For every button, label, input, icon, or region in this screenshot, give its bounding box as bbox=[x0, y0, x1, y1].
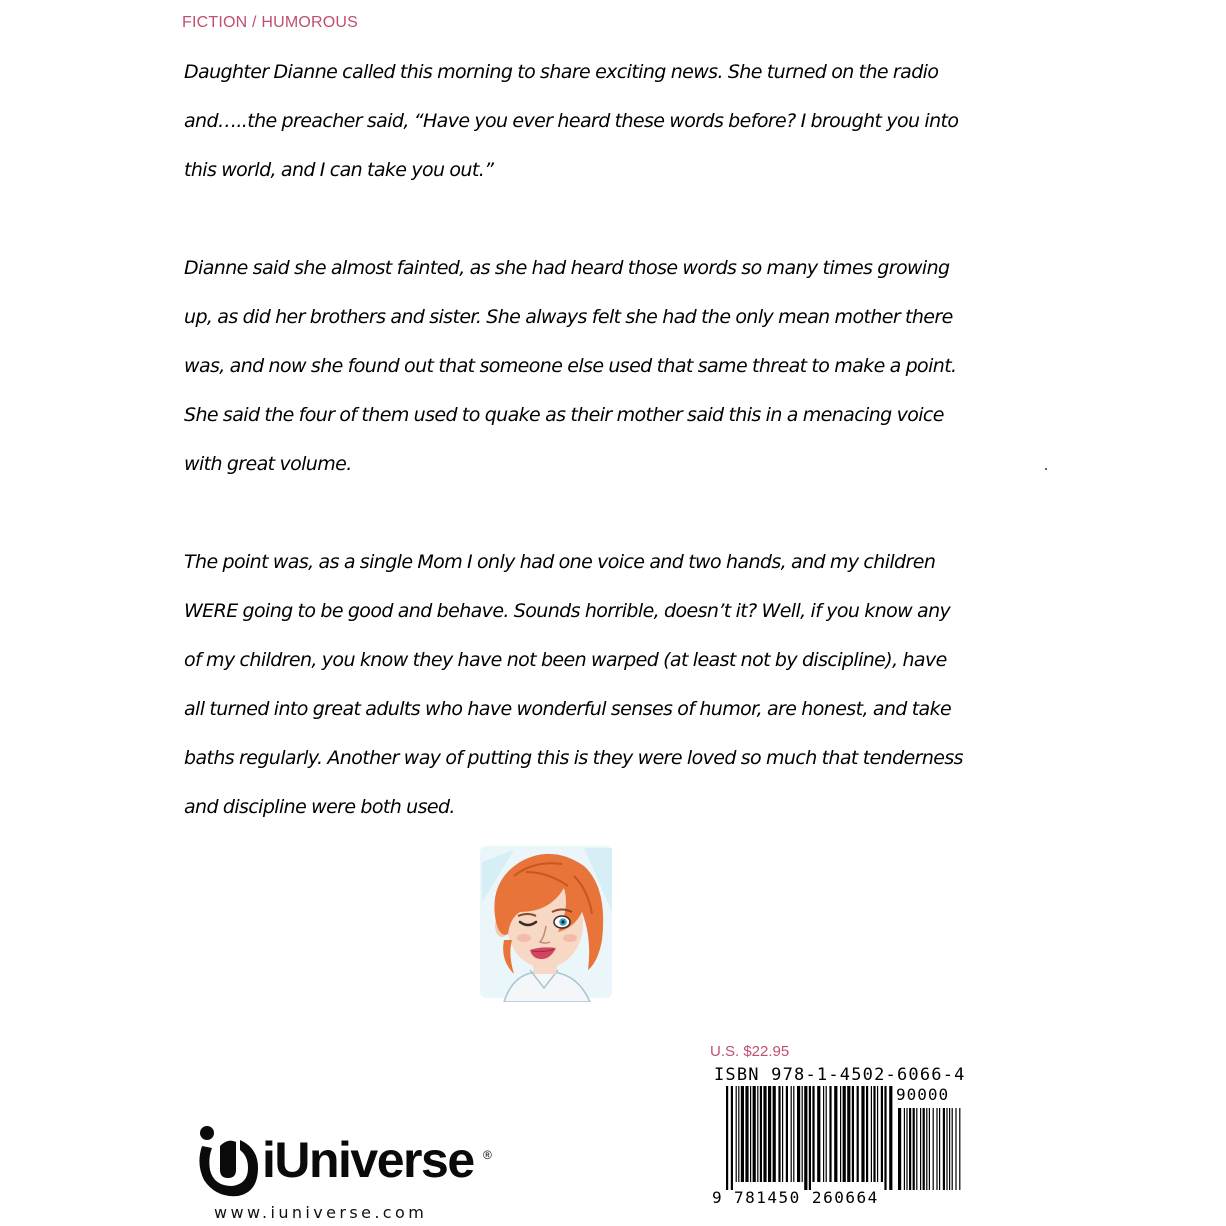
barcode-bar bbox=[946, 1108, 947, 1190]
barcode-bar bbox=[889, 1086, 892, 1190]
blurb-line: and…..the preacher said, “Have you ever heard these words before? I brought you into bbox=[184, 110, 959, 132]
barcode-bar bbox=[936, 1108, 937, 1190]
barcode-bar bbox=[916, 1108, 917, 1190]
barcode-bar bbox=[955, 1108, 956, 1190]
barcode-bar bbox=[757, 1086, 758, 1182]
barcode-bar bbox=[793, 1086, 794, 1182]
barcode-bar bbox=[840, 1086, 841, 1182]
barcode-bar bbox=[778, 1086, 780, 1182]
barcode-bar bbox=[768, 1086, 771, 1182]
registered-trademark: ® bbox=[483, 1148, 492, 1162]
barcode-bar bbox=[913, 1108, 915, 1190]
ean-prefix-digit: 9 bbox=[712, 1188, 722, 1207]
barcode-bar bbox=[920, 1108, 921, 1190]
blurb-line: baths regularly. Another way of putting this is they were loved so much that tenderness bbox=[184, 747, 963, 769]
barcode-bar bbox=[933, 1108, 934, 1190]
paragraph-gap bbox=[184, 195, 974, 244]
blurb-line: and discipline were both used. bbox=[184, 796, 455, 818]
blurb-line: The point was, as a single Mom I only had one voice and two hands, and my children bbox=[184, 551, 936, 573]
barcode-bar bbox=[926, 1108, 927, 1190]
barcode-bar bbox=[753, 1086, 756, 1182]
price-label: U.S. $22.95 bbox=[710, 1043, 790, 1060]
barcode-bar bbox=[906, 1108, 907, 1190]
barcode-bar bbox=[923, 1108, 925, 1190]
barcode-bar bbox=[857, 1086, 859, 1182]
iuniverse-logo-icon bbox=[196, 1124, 262, 1198]
barcode-bar bbox=[852, 1086, 854, 1182]
barcode-bar bbox=[809, 1086, 811, 1190]
barcode-bar bbox=[939, 1108, 940, 1190]
barcode-bar bbox=[847, 1086, 850, 1182]
barcode-bar bbox=[949, 1108, 950, 1190]
barcode-bar bbox=[877, 1086, 878, 1182]
barcode-bar bbox=[929, 1108, 930, 1190]
barcode-bar bbox=[959, 1108, 960, 1190]
stray-dot bbox=[1045, 468, 1047, 470]
barcode-bar bbox=[797, 1086, 800, 1182]
barcode-bar bbox=[866, 1086, 868, 1182]
barcode-bar bbox=[834, 1086, 837, 1182]
paragraph-gap bbox=[184, 489, 974, 538]
barcode-bar bbox=[726, 1086, 728, 1190]
barcode-bar bbox=[773, 1086, 776, 1182]
blurb-line: Daughter Dianne called this morning to share exciting news. She turned on the radio bbox=[184, 61, 939, 83]
barcode-bar bbox=[884, 1086, 886, 1190]
barcode-bar bbox=[786, 1086, 788, 1182]
publisher-name: iUniverse bbox=[262, 1132, 474, 1188]
barcode-bar bbox=[817, 1086, 820, 1182]
barcode-bar bbox=[745, 1086, 748, 1182]
ean-digits: 781450 260664 bbox=[734, 1188, 879, 1207]
addon-code: 90000 bbox=[896, 1085, 950, 1104]
barcode-bar bbox=[871, 1086, 872, 1182]
barcode-bar bbox=[812, 1086, 814, 1182]
barcode-bar bbox=[760, 1086, 762, 1182]
barcode-bar bbox=[731, 1086, 733, 1190]
blurb-line: of my children, you know they have not been warped (at least not by discipline), have bbox=[184, 649, 947, 671]
blurb-line: with great volume. bbox=[184, 453, 352, 475]
blurb-line: She said the four of them used to quake as their mother said this in a menacing voice bbox=[184, 404, 944, 426]
barcode-bar bbox=[750, 1086, 751, 1182]
barcode-bar bbox=[738, 1086, 739, 1182]
barcode-bar bbox=[804, 1086, 807, 1190]
barcode-bar bbox=[782, 1086, 783, 1182]
barcode-bar bbox=[736, 1086, 737, 1182]
barcode-bar bbox=[823, 1086, 824, 1182]
category-label: FICTION / HUMOROUS bbox=[182, 14, 359, 31]
barcode-bar bbox=[904, 1108, 905, 1190]
back-cover-blurb bbox=[184, 48, 974, 832]
barcode-bar bbox=[861, 1086, 864, 1182]
barcode-bar bbox=[826, 1086, 827, 1182]
barcode-bar bbox=[829, 1086, 831, 1182]
barcode-bar bbox=[952, 1108, 953, 1190]
blurb-line: WERE going to be good and behave. Sounds horrible, doesn’t it? Well, if you know any bbox=[184, 600, 951, 622]
blurb-line: this world, and I can take you out.” bbox=[184, 159, 494, 181]
publisher-url[interactable]: www.iuniverse.com bbox=[214, 1203, 428, 1222]
barcode-bar bbox=[791, 1086, 792, 1182]
barcode-bar bbox=[843, 1086, 846, 1182]
barcode-bar bbox=[881, 1086, 883, 1182]
barcode-bar bbox=[873, 1086, 875, 1182]
blurb-line: up, as did her brothers and sister. She always felt she had the only mean mother there bbox=[184, 306, 953, 328]
winking-woman-portrait-icon bbox=[474, 842, 616, 1002]
barcode-bar bbox=[909, 1108, 911, 1190]
barcode-bar bbox=[943, 1108, 945, 1190]
blurb-line: all turned into great adults who have wonderful senses of humor, are honest, and take bbox=[184, 698, 952, 720]
blurb-line: was, and now she found out that someone else used that same threat to make a point. bbox=[184, 355, 957, 377]
barcode-bar bbox=[741, 1086, 744, 1182]
barcode-bar bbox=[898, 1108, 901, 1190]
barcode-bar bbox=[802, 1086, 803, 1182]
blurb-line: Dianne said she almost fainted, as she had heard those words so many times growing bbox=[184, 257, 950, 279]
publisher-logo bbox=[196, 1124, 506, 1204]
barcode-bar bbox=[763, 1086, 766, 1182]
isbn-label: ISBN 978-1-4502-6066-4 bbox=[714, 1065, 966, 1085]
